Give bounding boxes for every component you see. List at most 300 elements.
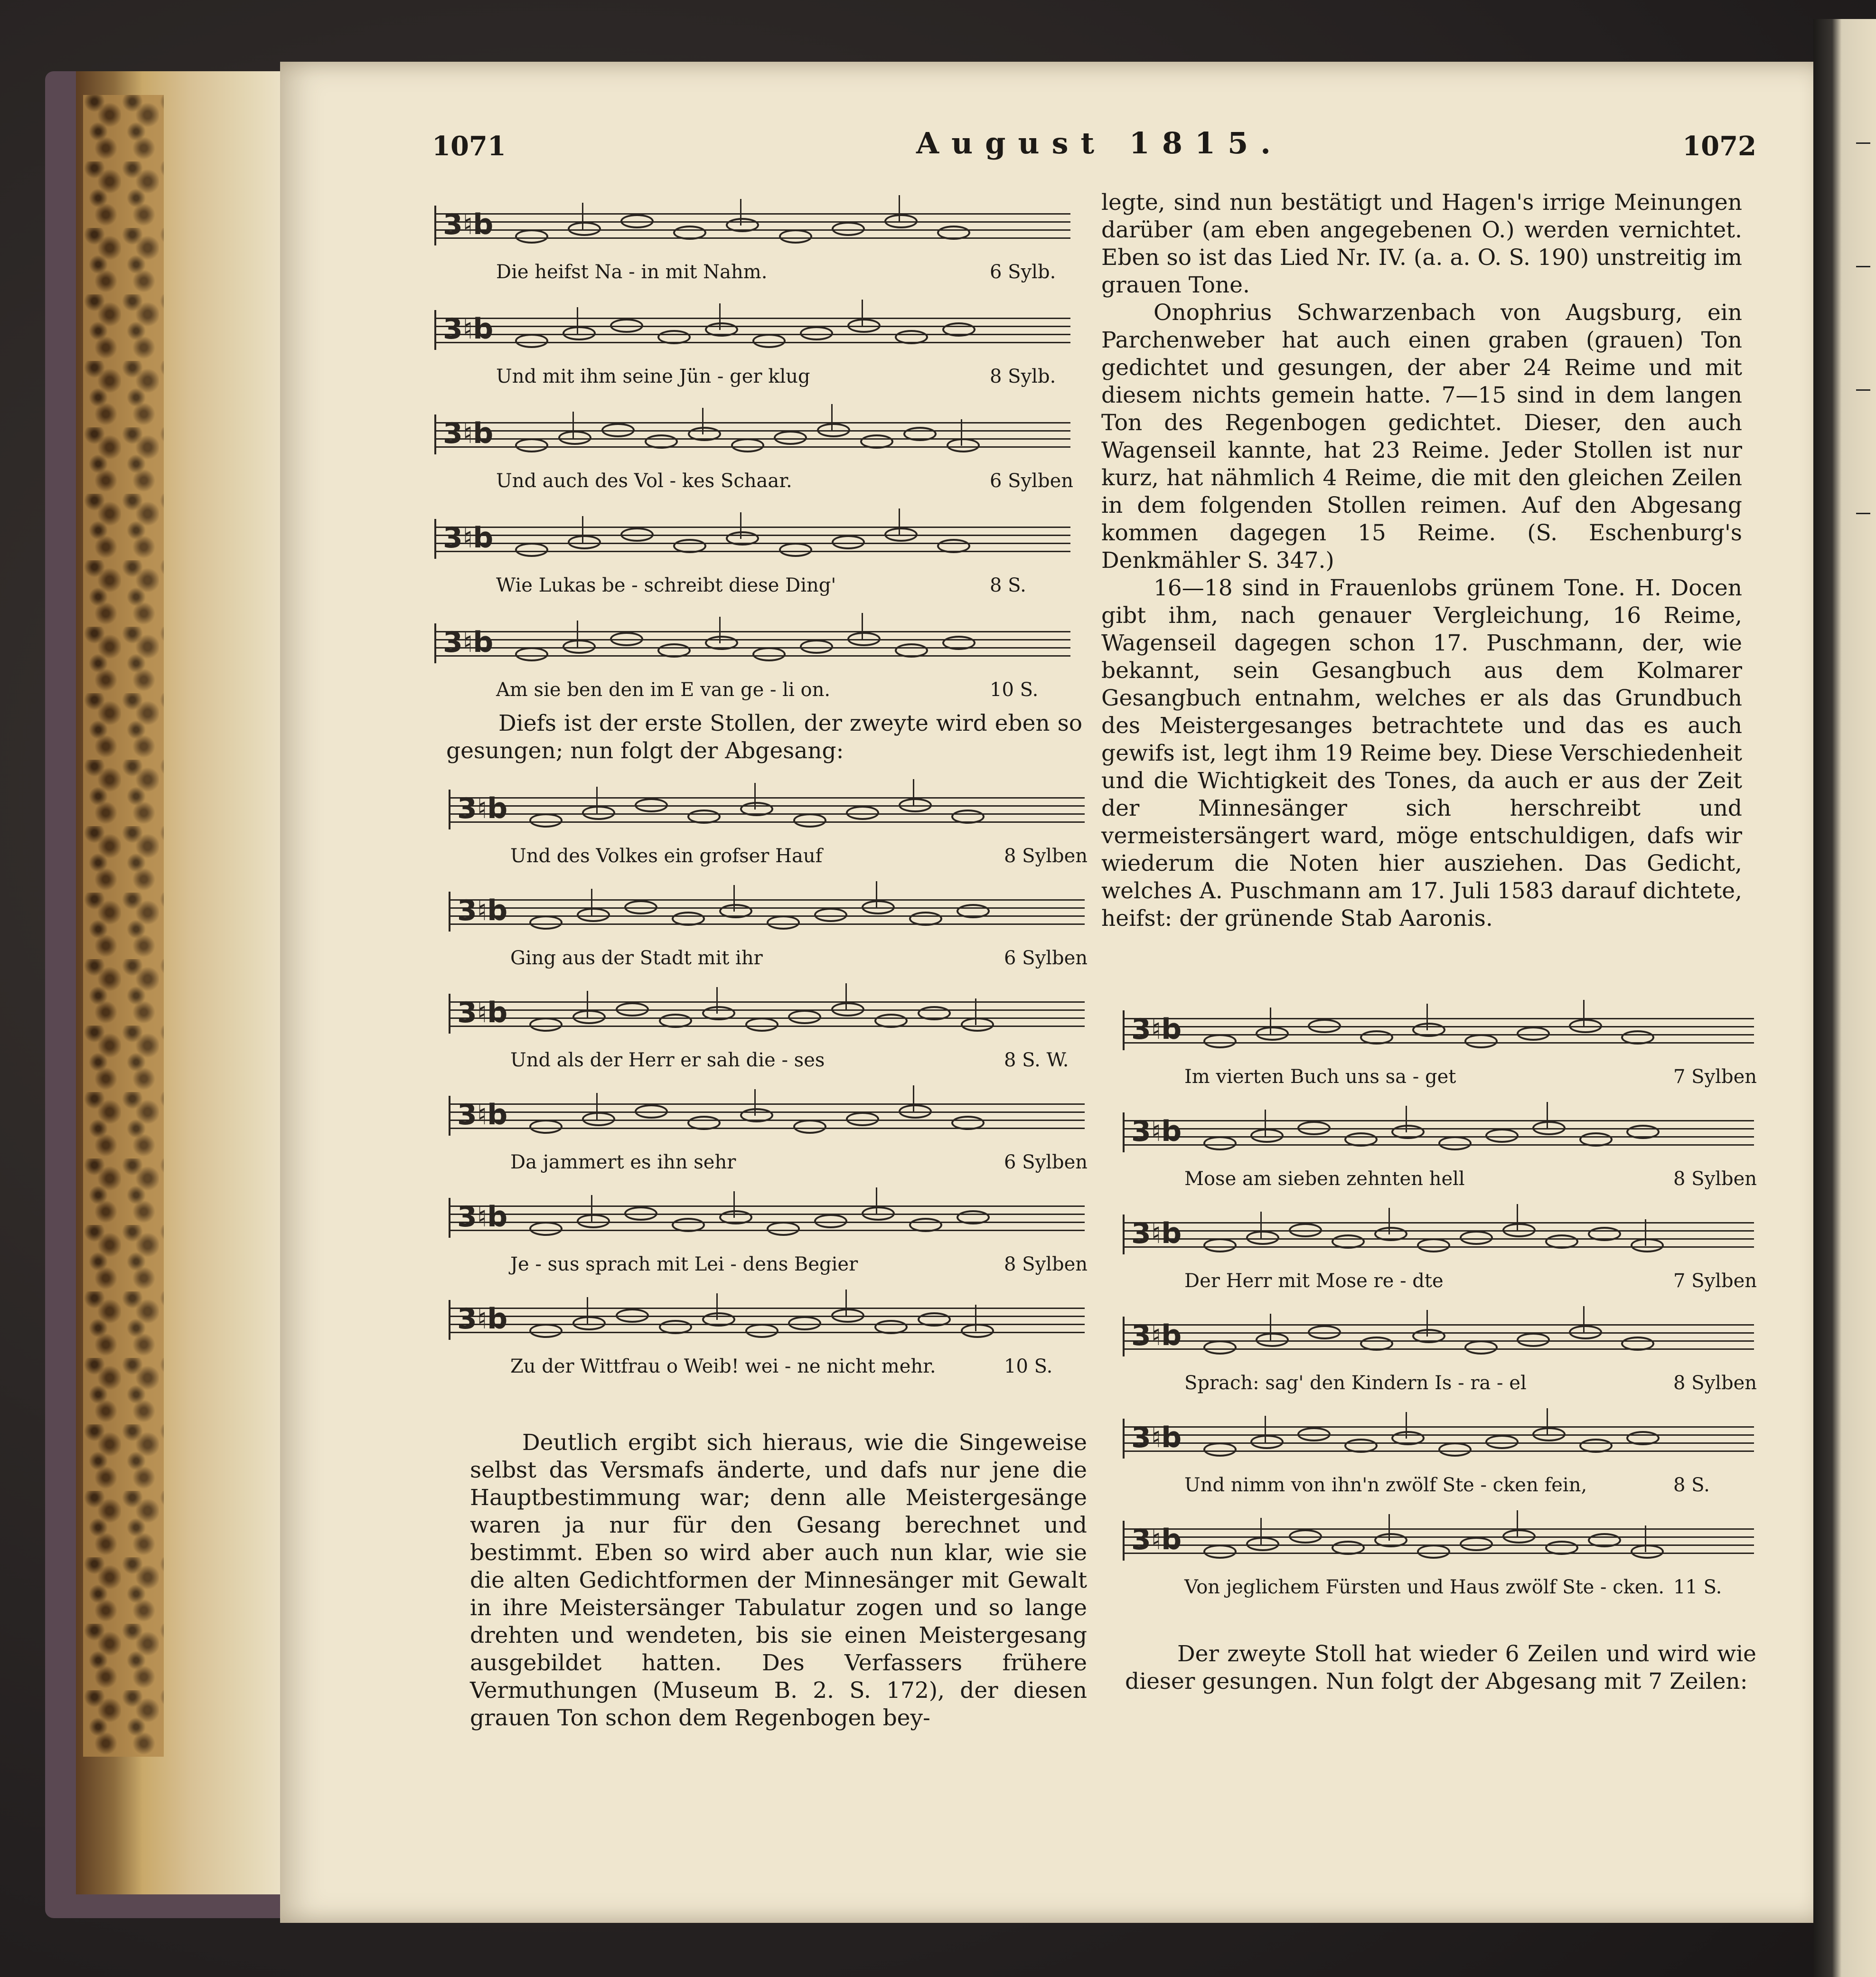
note-icon (1626, 1431, 1660, 1445)
note-icon (862, 1206, 895, 1221)
note-icon (918, 1006, 951, 1020)
note-stem (591, 889, 592, 915)
note-stem (1260, 1212, 1262, 1238)
note-icon (1579, 1132, 1613, 1147)
note-stem (899, 508, 900, 535)
music-staff (449, 1199, 1085, 1237)
note-icon (1344, 1439, 1378, 1453)
note-icon (1464, 1034, 1498, 1048)
note-stem (876, 881, 877, 908)
note-icon (903, 427, 937, 441)
note-stem (733, 1191, 735, 1218)
note-icon (731, 438, 764, 452)
note-icon (702, 1006, 735, 1020)
note-stem (591, 1195, 592, 1222)
note-icon (1203, 1034, 1237, 1048)
staff-lyric: Sprach: sag' den Kindern Is - ra - el (1184, 1372, 1527, 1394)
note-icon (814, 1214, 847, 1228)
note-icon (577, 908, 610, 922)
note-stem (572, 412, 574, 438)
note-stem (1583, 1306, 1585, 1333)
note-icon (1588, 1227, 1621, 1241)
left-mid-text: Diefs ist der erste Stollen, der zweyte wird eben so gesungen; nun folgt der Abgesang: (446, 710, 1082, 764)
note-icon (515, 334, 548, 348)
note-icon (1485, 1435, 1519, 1449)
clef-icon: 3♮b (1131, 1115, 1182, 1148)
note-stem (862, 300, 863, 326)
staff-lyric: Je - sus sprach mit Lei - dens Begier (510, 1253, 858, 1275)
syllable-count: 6 Sylben (990, 470, 1073, 492)
left-bottom-text: Deutlich ergibt sich hieraus, wie die Singeweise selbst das Versmafs änderte, und dafs nur jene die Hauptbestimmung war; denn alle Meistergesänge waren ja nur für den Gesang berechnet und bestimmt. Eben so wird aber auch nun klar, wie sie die alten Gedichtformen der Minnesänger mit Gewalt in ihre Meistersänger Tabulatur zogen und so lange drehten und wendeten, bis sie einen Meistergesang ausgebildet hatten. Des Verfassers frühere Vermuthungen (Museum B. 2. S. 172), der diesen grauen Ton schon dem Regenbogen bey- (470, 1430, 1087, 1731)
clef-icon: 3♮b (1131, 1319, 1182, 1352)
note-icon (1246, 1537, 1279, 1551)
note-stem (1265, 1416, 1266, 1442)
note-icon (582, 806, 615, 820)
syllable-count: 8 Sylben (1004, 845, 1088, 867)
note-icon (529, 1017, 563, 1032)
note-icon (957, 904, 990, 918)
note-icon (831, 1309, 864, 1323)
note-icon (1250, 1435, 1284, 1449)
note-icon (620, 214, 654, 228)
right-text-block: legte, sind nun bestätigt und Hagen's irrige Meinungen darüber (am eben angegebenen O.) werden vernichtet. Eben so ist das Lied Nr. IV. (a. a. O. S. 190) unstreitig im grauen Tone. Onophrius Schwarzenbach von Augsburg, ein Parchenweber hat auch einen graben (grauen) Ton gedichtet und gesungen, der aber 24 Reime und mit diesem nichts gemein hatte. 7—15 sind in dem langen Ton des Regenbogen gedichtet. Dieser, den auch Wagenseil kannte, hat 23 Reime. Jeder Stollen ist nur kurz, hat nähmlich 4 Reime, die mit den gleichen Zeilen in dem folgenden Stollen reimen. Auf den Abgesang kommen dagegen 15 Reime. (S. Eschenburg's Denkmähler S. 347.) 16—18 sind in Frauenlobs grünem Tone. H. Docen gibt ihm, nach genauer Vergleichung, 16 Reime, Wagenseil dagegen schon 17. Puschmann, der, wie bekannt, sein Gesangbuch aus dem Kolmarer Gesangbuch entnahm, welches er als das Grundbuch des Meistergesanges betrachtete und das es auch gewifs ist, legt ihm 19 Reime bey. Diese Verschiedenheit und die Wichtigkeit des Tones, da auch er aus der Zeit der Minnesänger sich herschreibt und vermeistersängert ward, möge entschuldigen, dafs wir wiederum die Noten hier ausziehen. Das Gedicht, welches A. Puschmann am 17. Juli 1583 darauf dichtete, heifst: der grünende Stab Aaronis. (1101, 189, 1742, 932)
note-icon (1203, 1238, 1237, 1252)
note-icon (515, 438, 548, 452)
staff-lyric: Mose am sieben zehnten hell (1184, 1168, 1465, 1190)
note-stem (754, 1089, 756, 1116)
note-icon (1545, 1541, 1578, 1555)
note-icon (745, 1017, 779, 1032)
music-staff (434, 520, 1070, 558)
note-icon (1391, 1431, 1425, 1445)
note-icon (1203, 1544, 1237, 1559)
syllable-count: 8 S. (1673, 1474, 1710, 1496)
note-stem (582, 203, 583, 229)
note-icon (659, 1320, 692, 1334)
note-icon (563, 326, 596, 340)
note-icon (1412, 1023, 1445, 1037)
music-staff (449, 1301, 1085, 1339)
clef-icon: 3♮b (1131, 1013, 1182, 1046)
note-icon (635, 798, 668, 812)
note-icon (1417, 1238, 1450, 1252)
note-icon (1289, 1529, 1322, 1544)
note-icon (942, 636, 976, 650)
note-icon (1360, 1337, 1393, 1351)
note-icon (961, 1324, 994, 1338)
note-icon (515, 647, 548, 661)
note-icon (1250, 1129, 1284, 1143)
staff-lyric: Und nimm von ihn'n zwölf Ste - cken fein, (1184, 1474, 1587, 1496)
note-icon (672, 912, 705, 926)
note-icon (1631, 1544, 1664, 1559)
note-stem (716, 1293, 718, 1320)
note-icon (1308, 1019, 1341, 1033)
note-icon (800, 640, 833, 654)
note-icon (657, 643, 691, 658)
note-icon (529, 1324, 563, 1338)
note-stem (876, 1187, 877, 1214)
clef-icon: 3♮b (443, 521, 494, 555)
note-stem (740, 512, 741, 539)
note-icon (529, 915, 563, 930)
note-icon (1621, 1337, 1654, 1351)
clef-icon: 3♮b (443, 312, 494, 346)
note-icon (832, 535, 865, 549)
note-stem (1645, 1219, 1646, 1246)
note-icon (909, 1218, 942, 1232)
clef-icon: 3♮b (443, 208, 494, 241)
note-icon (577, 1214, 610, 1228)
staff-lyric: Ging aus der Stadt mit ihr (510, 947, 763, 969)
note-icon (1203, 1442, 1237, 1457)
note-stem (716, 987, 718, 1014)
note-icon (601, 423, 635, 437)
note-icon (558, 431, 591, 445)
note-icon (1297, 1121, 1331, 1135)
note-icon (563, 640, 596, 654)
note-stem (845, 983, 847, 1010)
marbled-edge (83, 95, 164, 1757)
note-icon (673, 226, 706, 240)
syllable-count: 8 Sylben (1673, 1372, 1757, 1394)
note-stem (1645, 1525, 1646, 1552)
note-icon (1502, 1529, 1536, 1544)
note-stem (719, 617, 721, 643)
note-icon (1374, 1227, 1407, 1241)
note-icon (942, 322, 976, 337)
clef-icon: 3♮b (457, 996, 508, 1029)
syllable-count: 10 S. (990, 679, 1039, 701)
note-icon (1460, 1231, 1493, 1245)
note-icon (515, 543, 548, 557)
clef-icon: 3♮b (1131, 1217, 1182, 1250)
staff-lyric: Da jammert es ihn sehr (510, 1151, 736, 1173)
clef-icon: 3♮b (1131, 1421, 1182, 1454)
note-icon (1332, 1234, 1365, 1249)
note-icon (616, 1002, 649, 1017)
note-icon (745, 1324, 779, 1338)
staff-lyric: Der Herr mit Mose re - dte (1184, 1270, 1444, 1292)
note-stem (961, 419, 962, 446)
syllable-count: 7 Sylben (1673, 1066, 1757, 1088)
music-staff (1123, 1011, 1754, 1049)
clef-icon: 3♮b (1131, 1523, 1182, 1556)
note-icon (895, 643, 928, 658)
note-icon (1332, 1541, 1365, 1555)
note-icon (1438, 1442, 1472, 1457)
staff-lyric: Zu der Wittfrau o Weib! wei - ne nicht mehr. (510, 1356, 936, 1377)
note-icon (752, 647, 786, 661)
note-icon (937, 226, 970, 240)
note-icon (529, 1222, 563, 1236)
note-stem (582, 516, 583, 543)
note-icon (529, 813, 563, 828)
note-stem (1426, 1004, 1428, 1030)
note-icon (1344, 1132, 1378, 1147)
page-number-right: 1072 (1682, 131, 1756, 162)
note-icon (568, 222, 601, 236)
note-icon (1417, 1544, 1450, 1559)
note-icon (740, 802, 773, 816)
note-icon (719, 1210, 752, 1224)
clef-icon: 3♮b (457, 792, 508, 825)
note-icon (788, 1316, 821, 1330)
note-icon (937, 539, 970, 553)
note-icon (688, 427, 721, 441)
note-icon (817, 423, 850, 437)
note-icon (673, 539, 706, 553)
note-stem (1406, 1412, 1407, 1439)
note-icon (767, 1222, 800, 1236)
note-icon (515, 229, 548, 244)
syllable-count: 8 S. (990, 574, 1026, 596)
note-stem (1270, 1007, 1271, 1034)
note-stem (1583, 1000, 1585, 1026)
note-icon (702, 1312, 735, 1327)
note-icon (1569, 1019, 1602, 1033)
note-icon (847, 319, 881, 333)
note-icon (1460, 1537, 1493, 1551)
note-icon (1621, 1030, 1654, 1045)
note-icon (957, 1210, 990, 1224)
note-icon (1374, 1533, 1407, 1547)
note-icon (899, 798, 932, 812)
note-icon (874, 1014, 908, 1028)
note-stem (899, 195, 900, 222)
music-staff (1123, 1318, 1754, 1356)
staff-lyric: Wie Lukas be - schreibt diese Ding' (496, 574, 836, 596)
note-icon (1579, 1439, 1613, 1453)
note-icon (572, 1010, 606, 1024)
note-stem (1547, 1102, 1548, 1129)
note-icon (616, 1309, 649, 1323)
note-icon (831, 1002, 864, 1017)
note-stem (975, 998, 976, 1025)
note-icon (1438, 1136, 1472, 1150)
note-stem (845, 1290, 847, 1316)
note-icon (1626, 1125, 1660, 1139)
clef-icon: 3♮b (457, 1302, 508, 1336)
note-stem (719, 303, 721, 330)
note-icon (862, 900, 895, 914)
note-stem (587, 1297, 588, 1324)
note-stem (1265, 1110, 1266, 1136)
clef-icon: 3♮b (457, 1098, 508, 1131)
note-icon (610, 319, 643, 333)
note-icon (1256, 1026, 1289, 1041)
note-icon (752, 334, 786, 348)
note-stem (733, 885, 735, 912)
note-icon (793, 813, 826, 828)
note-icon (1485, 1129, 1519, 1143)
note-icon (1308, 1325, 1341, 1339)
note-icon (1203, 1340, 1237, 1355)
note-icon (1569, 1325, 1602, 1339)
note-icon (846, 806, 879, 820)
note-icon (1203, 1136, 1237, 1150)
note-icon (719, 904, 752, 918)
note-stem (1388, 1208, 1390, 1234)
note-icon (1464, 1340, 1498, 1355)
music-staff (449, 1097, 1085, 1135)
syllable-count: 8 Sylben (1004, 1253, 1088, 1275)
staff-lyric: Im vierten Buch uns sa - get (1184, 1066, 1456, 1088)
note-icon (529, 1120, 563, 1134)
note-stem (754, 783, 756, 810)
note-icon (895, 330, 928, 344)
music-staff (449, 995, 1085, 1033)
note-icon (1631, 1238, 1664, 1252)
staff-lyric: Von jeglichem Fürsten und Haus zwölf Ste - cken. (1184, 1576, 1665, 1598)
note-icon (659, 1014, 692, 1028)
note-icon (726, 531, 759, 546)
note-icon (899, 1104, 932, 1119)
note-icon (1391, 1125, 1425, 1139)
staff-lyric: Am sie ben den im E van ge - li on. (496, 679, 831, 701)
note-icon (705, 636, 738, 650)
staff-lyric: Und als der Herr er sah die - ses (510, 1049, 825, 1071)
note-stem (1547, 1408, 1548, 1435)
note-stem (1406, 1106, 1407, 1132)
note-icon (793, 1120, 826, 1134)
note-icon (1246, 1231, 1279, 1245)
note-stem (577, 307, 578, 334)
note-icon (918, 1312, 951, 1327)
note-stem (975, 1305, 976, 1331)
note-icon (705, 322, 738, 337)
music-staff (1123, 1522, 1754, 1560)
note-icon (624, 900, 657, 914)
note-icon (726, 218, 759, 232)
syllable-count: 8 Sylb. (990, 366, 1056, 387)
note-stem (577, 621, 578, 647)
note-icon (1502, 1223, 1536, 1237)
note-stem (1388, 1514, 1390, 1541)
note-icon (779, 543, 812, 557)
music-staff (434, 415, 1070, 453)
page-header (432, 126, 1756, 173)
note-icon (1517, 1026, 1550, 1041)
note-stem (913, 1085, 914, 1112)
note-icon (620, 527, 654, 542)
note-icon (846, 1112, 879, 1126)
music-staff (1123, 1113, 1754, 1151)
note-icon (1289, 1223, 1322, 1237)
note-icon (909, 912, 942, 926)
note-icon (740, 1108, 773, 1122)
note-icon (947, 438, 980, 452)
syllable-count: 6 Sylb. (990, 261, 1056, 283)
note-icon (687, 1116, 721, 1130)
note-icon (800, 326, 833, 340)
music-staff (434, 207, 1070, 245)
note-icon (847, 632, 881, 646)
note-icon (774, 431, 807, 445)
note-stem (702, 408, 704, 434)
note-icon (568, 535, 601, 549)
syllable-count: 8 Sylben (1673, 1168, 1757, 1190)
music-staff (449, 893, 1085, 931)
note-icon (951, 1116, 985, 1130)
note-stem (913, 779, 914, 806)
right-bottom-text: Der zweyte Stoll hat wieder 6 Zeilen und wird wie dieser gesungen. Nun folgt der Abgesang mit 7 Zeilen: (1125, 1641, 1756, 1695)
staff-lyric: Und auch des Vol - kes Schaar. (496, 470, 792, 492)
note-icon (672, 1218, 705, 1232)
note-icon (1412, 1329, 1445, 1343)
staff-lyric: Die heifst Na - in mit Nahm. (496, 261, 768, 283)
clef-icon: 3♮b (443, 417, 494, 450)
music-staff (449, 791, 1085, 828)
note-icon (645, 434, 678, 449)
next-page-edge (1813, 19, 1876, 1977)
note-stem (587, 991, 588, 1017)
note-stem (596, 787, 598, 813)
clef-icon: 3♮b (457, 1200, 508, 1233)
syllable-count: 8 S. W. (1004, 1049, 1069, 1071)
note-icon (860, 434, 893, 449)
note-icon (1256, 1333, 1289, 1347)
note-stem (740, 199, 741, 226)
staff-lyric: Und des Volkes ein grofser Hauf (510, 845, 823, 867)
note-icon (961, 1017, 994, 1032)
note-icon (1532, 1121, 1566, 1135)
note-icon (1545, 1234, 1578, 1249)
note-icon (1360, 1030, 1393, 1045)
note-icon (951, 810, 985, 824)
note-stem (1426, 1310, 1428, 1337)
note-icon (610, 632, 643, 646)
page-number-left: 1071 (432, 131, 506, 162)
music-staff (434, 311, 1070, 349)
note-icon (884, 214, 918, 228)
note-icon (874, 1320, 908, 1334)
running-title: August 1815. (916, 126, 1283, 160)
note-icon (687, 810, 721, 824)
note-icon (884, 527, 918, 542)
music-staff (434, 624, 1070, 662)
staff-lyric: Und mit ihm seine Jün - ger klug (496, 366, 810, 387)
note-stem (1517, 1510, 1518, 1537)
note-icon (832, 222, 865, 236)
note-icon (1517, 1333, 1550, 1347)
note-icon (779, 229, 812, 244)
note-icon (1588, 1533, 1621, 1547)
note-icon (788, 1010, 821, 1024)
music-staff (1123, 1215, 1754, 1253)
syllable-count: 10 S. (1004, 1356, 1053, 1377)
clef-icon: 3♮b (457, 894, 508, 927)
syllable-count: 11 S. (1673, 1576, 1722, 1598)
note-stem (1517, 1204, 1518, 1231)
clef-icon: 3♮b (443, 626, 494, 659)
note-stem (831, 404, 833, 431)
note-icon (814, 908, 847, 922)
note-icon (1532, 1427, 1566, 1441)
note-stem (1270, 1314, 1271, 1340)
note-stem (596, 1093, 598, 1120)
note-icon (635, 1104, 668, 1119)
note-icon (582, 1112, 615, 1126)
note-icon (1297, 1427, 1331, 1441)
note-icon (767, 915, 800, 930)
syllable-count: 6 Sylben (1004, 947, 1088, 969)
note-icon (572, 1316, 606, 1330)
syllable-count: 6 Sylben (1004, 1151, 1088, 1173)
note-stem (862, 613, 863, 640)
music-staff (1123, 1420, 1754, 1458)
note-icon (624, 1206, 657, 1221)
